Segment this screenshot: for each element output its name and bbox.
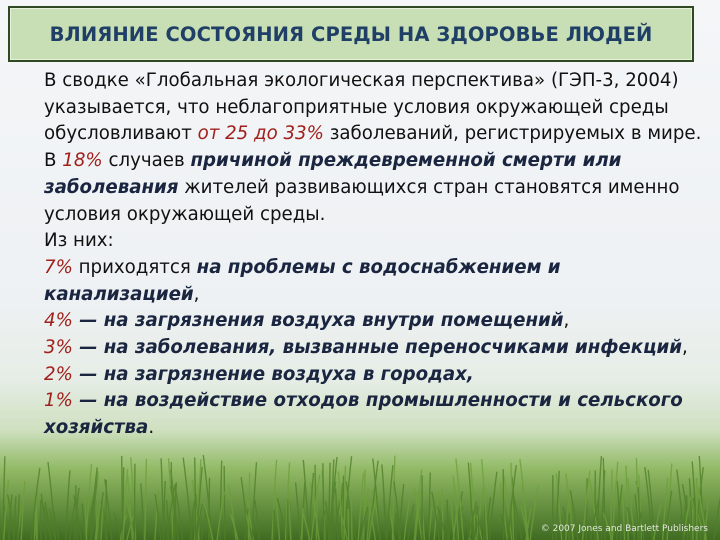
list-item bbox=[14, 255, 718, 308]
list-item bbox=[14, 388, 718, 441]
grass-blade bbox=[348, 509, 349, 540]
paragraph-summary-tail: заболеваний, регистрируемых в мире. bbox=[323, 123, 702, 145]
item-percent: 7% bbox=[44, 256, 73, 278]
item-connector: — bbox=[72, 337, 104, 359]
item-percent: 3% bbox=[44, 337, 73, 359]
item-tail: , bbox=[563, 310, 570, 332]
list-item bbox=[14, 335, 718, 362]
list-item bbox=[14, 308, 718, 335]
item-connector: приходятся bbox=[72, 256, 197, 278]
grass-blade bbox=[209, 478, 210, 540]
item-percent: 4% bbox=[44, 310, 73, 332]
item-tail: , bbox=[682, 337, 688, 359]
grass-blade bbox=[442, 489, 443, 540]
item-connector: — bbox=[72, 310, 104, 332]
item-percent: 1% bbox=[44, 390, 73, 412]
item-tail: . bbox=[148, 417, 155, 439]
paragraph-of-them: Из них: bbox=[44, 230, 114, 252]
item-emphasis: на заболевания, вызванные переносчиками инфекций bbox=[103, 337, 683, 359]
grass-blade bbox=[351, 490, 352, 540]
paragraph-summary bbox=[14, 68, 718, 148]
copyright-notice: © 2007 Jones and Bartlett Publishers bbox=[540, 524, 708, 534]
title-banner bbox=[8, 6, 694, 62]
item-emphasis: на проблемы с водоснабжением и канализацией bbox=[44, 256, 561, 305]
paragraph-cause-mid: случаев bbox=[102, 150, 191, 172]
percent-18: 18% bbox=[62, 150, 103, 172]
paragraph-cause-text: В bbox=[44, 150, 63, 172]
grass-blade bbox=[134, 464, 135, 540]
grass-blade bbox=[503, 469, 504, 540]
page-title: ВЛИЯНИЕ СОСТОЯНИЯ СРЕДЫ НА ЗДОРОВЬЕ ЛЮДЕЙ bbox=[49, 22, 653, 46]
item-percent: 2% bbox=[44, 363, 73, 385]
grass-blade bbox=[323, 463, 324, 540]
item-emphasis: на загрязнения воздуха внутри помещений bbox=[103, 310, 564, 332]
item-connector: — bbox=[72, 363, 104, 385]
paragraph-cause-tail: жителей развивающихся стран становятся именно условия окружающей среды. bbox=[44, 176, 680, 225]
paragraph-summary-text: В сводке «Глобальная экологическая перспектива» (ГЭП-3, 2004) указывается, что неблагоприятные условия окружающей среды обусловливают bbox=[44, 70, 679, 145]
grass-blade bbox=[224, 466, 225, 540]
item-emphasis: на воздействие отходов промышленности и сельского хозяйства bbox=[44, 390, 683, 439]
cause-emphasis: причиной преждевременной смерти или заболевания bbox=[44, 150, 622, 198]
item-connector: — bbox=[72, 390, 104, 412]
list-item bbox=[14, 362, 718, 389]
item-emphasis: на загрязнение воздуха в городах, bbox=[103, 363, 474, 385]
paragraph-cause bbox=[14, 148, 718, 228]
percent-range: от 25 до 33% bbox=[197, 123, 324, 145]
body-text bbox=[14, 68, 718, 442]
item-tail: , bbox=[193, 283, 200, 305]
